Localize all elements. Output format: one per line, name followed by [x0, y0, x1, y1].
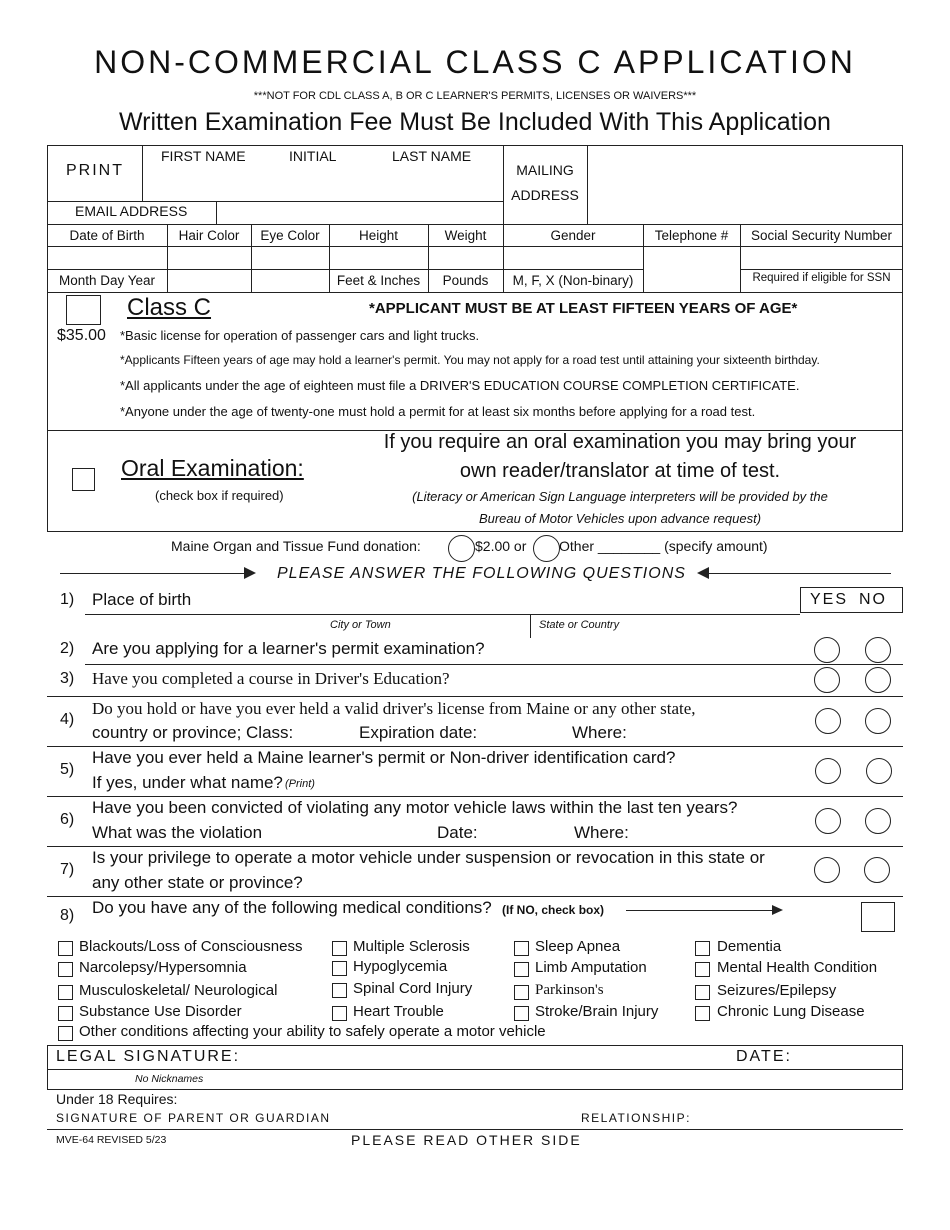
- q4-line2a: country or province; Class:: [92, 723, 294, 742]
- q6-line2c: Where:: [574, 823, 629, 842]
- class-c-checkbox[interactable]: [66, 295, 101, 325]
- col-height: Height: [358, 228, 399, 243]
- form-notice: ***NOT FOR CDL CLASS A, B OR C LEARNER'S PERMITS, LICENSES OR WAIVERS***: [253, 90, 697, 102]
- col-telephone: Telephone #: [654, 228, 729, 243]
- q1-city-hint: City or Town: [330, 619, 391, 631]
- q6-no-radio[interactable]: [865, 808, 891, 834]
- q8-no-checkbox[interactable]: [861, 902, 895, 932]
- form-id: MVE-64 REVISED 5/23: [56, 1134, 167, 1146]
- q7-line1: Is your privilege to operate a motor vehicle under suspension or revocation in this state or: [92, 848, 765, 867]
- q1-text: Place of birth: [92, 590, 192, 609]
- oral-exam-checkbox[interactable]: [72, 468, 95, 491]
- mailing-label-2: ADDRESS: [511, 187, 579, 203]
- condition-checkbox[interactable]: [514, 941, 529, 956]
- condition-label: Sleep Apnea: [535, 938, 621, 955]
- q4-number: 4): [60, 711, 75, 728]
- first-name-label: FIRST NAME: [161, 148, 246, 164]
- donation-opt1: $2.00 or: [475, 538, 527, 554]
- oral-info-2: own reader/translator at time of test.: [459, 460, 781, 482]
- oral-exam-sub: (check box if required): [155, 488, 284, 503]
- q4-line2b: Expiration date:: [359, 723, 478, 742]
- condition-label: Substance Use Disorder: [79, 1003, 242, 1020]
- condition-label-other: Other conditions affecting your ability to safely operate a motor vehicle: [79, 1023, 546, 1040]
- donation-2-radio[interactable]: [448, 535, 475, 562]
- print-label: PRINT: [66, 162, 124, 179]
- oral-info-4: Bureau of Motor Vehicles upon advance request): [478, 511, 762, 526]
- hint-height: Feet & Inches: [336, 273, 421, 288]
- q3-no-radio[interactable]: [865, 667, 891, 693]
- condition-checkbox-other[interactable]: [58, 1026, 73, 1041]
- q2-yes-radio[interactable]: [814, 637, 840, 663]
- legal-signature-label: LEGAL SIGNATURE:: [56, 1048, 241, 1065]
- read-other-side: PLEASE READ OTHER SIDE: [351, 1132, 582, 1148]
- condition-label: Limb Amputation: [535, 959, 647, 976]
- q2-no-radio[interactable]: [865, 637, 891, 663]
- q7-yes-radio[interactable]: [814, 857, 840, 883]
- condition-checkbox[interactable]: [332, 983, 347, 998]
- no-label: NO: [859, 591, 887, 608]
- condition-label: Seizures/Epilepsy: [717, 982, 837, 999]
- condition-checkbox[interactable]: [695, 962, 710, 977]
- q4-line1: Do you hold or have you ever held a valid driver's license from Maine or any other state,: [92, 699, 696, 718]
- q4-no-radio[interactable]: [865, 708, 891, 734]
- condition-checkbox[interactable]: [58, 1006, 73, 1021]
- condition-label: Multiple Sclerosis: [353, 938, 470, 955]
- q5-print-hint: (Print): [285, 778, 315, 790]
- q3-yes-radio[interactable]: [814, 667, 840, 693]
- class-c-note-4: *Anyone under the age of twenty-one must hold a permit for at least six months before applying for a road test.: [120, 404, 756, 419]
- relationship-label: RELATIONSHIP:: [581, 1111, 691, 1125]
- col-dob: Date of Birth: [69, 228, 145, 243]
- q5-no-radio[interactable]: [866, 758, 892, 784]
- condition-label: Dementia: [717, 938, 782, 955]
- col-hair: Hair Color: [178, 228, 240, 243]
- no-nicknames-hint: No Nicknames: [135, 1073, 204, 1085]
- condition-label: Chronic Lung Disease: [717, 1003, 865, 1020]
- q6-line2a: What was the violation: [92, 823, 263, 842]
- condition-label: Narcolepsy/Hypersomnia: [79, 959, 247, 976]
- q7-line2: any other state or province?: [92, 873, 303, 892]
- condition-label: Musculoskeletal/ Neurological: [79, 982, 278, 999]
- class-c-note-3: *All applicants under the age of eighteen must file a DRIVER'S EDUCATION COURSE COMPLETION CERTIFICATE.: [120, 378, 800, 393]
- yes-label: YES: [810, 591, 849, 608]
- hint-ssn: Required if eligible for SSN: [752, 272, 891, 284]
- mailing-label-1: MAILING: [516, 162, 574, 178]
- q2-number: 2): [60, 640, 75, 657]
- col-weight: Weight: [444, 228, 487, 243]
- donation-other-radio[interactable]: [533, 535, 560, 562]
- condition-checkbox[interactable]: [514, 1006, 529, 1021]
- condition-checkbox[interactable]: [695, 1006, 710, 1021]
- condition-label: Heart Trouble: [353, 1003, 444, 1020]
- condition-checkbox[interactable]: [332, 941, 347, 956]
- hint-weight: Pounds: [442, 273, 489, 288]
- col-gender: Gender: [550, 228, 596, 243]
- condition-label: Hypoglycemia: [353, 958, 448, 975]
- q4-yes-radio[interactable]: [815, 708, 841, 734]
- condition-label: Stroke/Brain Injury: [535, 1003, 659, 1020]
- condition-checkbox[interactable]: [332, 961, 347, 976]
- condition-label: Blackouts/Loss of Consciousness: [79, 938, 303, 955]
- q6-yes-radio[interactable]: [815, 808, 841, 834]
- col-ssn: Social Security Number: [750, 228, 893, 243]
- q5-yes-radio[interactable]: [815, 758, 841, 784]
- condition-checkbox[interactable]: [332, 1006, 347, 1021]
- q4-line2c: Where:: [572, 723, 627, 742]
- hint-gender: M, F, X (Non-binary): [512, 273, 634, 288]
- class-c-title: Class C: [127, 294, 212, 321]
- donation-opt2: Other ________ (specify amount): [559, 538, 768, 554]
- q1-number: 1): [60, 591, 75, 608]
- col-eye: Eye Color: [260, 228, 320, 243]
- q6-number: 6): [60, 811, 75, 828]
- q8-text: Do you have any of the following medical conditions?: [92, 898, 492, 917]
- class-c-price: $35.00: [57, 327, 106, 344]
- date-label: DATE:: [736, 1048, 792, 1065]
- condition-checkbox[interactable]: [58, 962, 73, 977]
- condition-checkbox[interactable]: [58, 985, 73, 1000]
- oral-exam-title: Oral Examination:: [121, 455, 304, 481]
- q5-line2: If yes, under what name?: [92, 773, 283, 792]
- last-name-label: LAST NAME: [392, 148, 472, 164]
- q2-text: Are you applying for a learner's permit examination?: [92, 639, 485, 658]
- fee-note: Written Examination Fee Must Be Included With This Application: [119, 108, 831, 136]
- initial-label: INITIAL: [289, 148, 337, 164]
- q8-number: 8): [60, 907, 75, 924]
- q7-number: 7): [60, 861, 75, 878]
- condition-label: Parkinson's: [535, 982, 604, 998]
- parent-signature-label: SIGNATURE OF PARENT OR GUARDIAN: [56, 1111, 331, 1125]
- condition-checkbox[interactable]: [514, 962, 529, 977]
- email-label: EMAIL ADDRESS: [75, 203, 188, 219]
- condition-label: Spinal Cord Injury: [353, 980, 473, 997]
- condition-checkbox[interactable]: [695, 985, 710, 1000]
- q8-hint: (If NO, check box): [502, 903, 605, 917]
- q7-no-radio[interactable]: [864, 857, 890, 883]
- oral-info-3: (Literacy or American Sign Language interpreters will be provided by the: [412, 489, 828, 504]
- donation-label: Maine Organ and Tissue Fund donation:: [171, 538, 421, 554]
- condition-checkbox[interactable]: [695, 941, 710, 956]
- condition-checkbox[interactable]: [514, 985, 529, 1000]
- hint-dob: Month Day Year: [58, 273, 156, 288]
- class-c-note-1: *Basic license for operation of passenger cars and light trucks.: [120, 328, 480, 343]
- q3-text: Have you completed a course in Driver's Education?: [92, 669, 450, 688]
- q3-number: 3): [60, 670, 75, 687]
- under18-label: Under 18 Requires:: [56, 1091, 178, 1107]
- condition-label: Mental Health Condition: [717, 959, 878, 976]
- q6-line1: Have you been convicted of violating any motor vehicle laws within the last ten years?: [92, 798, 738, 817]
- questions-header: PLEASE ANSWER THE FOLLOWING QUESTIONS: [277, 565, 686, 582]
- oral-info-1: If you require an oral examination you may bring your: [383, 431, 857, 453]
- q6-line2b: Date:: [437, 823, 478, 842]
- arrow-right-icon: [772, 905, 783, 915]
- q5-number: 5): [60, 761, 75, 778]
- form-title: NON-COMMERCIAL CLASS C APPLICATION: [94, 44, 856, 80]
- arrow-right-icon: [244, 567, 256, 579]
- class-c-note-2: *Applicants Fifteen years of age may hold a learner's permit. You may not apply for a road test until attaining your sixteenth birthday.: [120, 353, 820, 367]
- condition-checkbox[interactable]: [58, 941, 73, 956]
- q5-line1: Have you ever held a Maine learner's permit or Non-driver identification card?: [92, 748, 676, 767]
- age-requirement: *APPLICANT MUST BE AT LEAST FIFTEEN YEARS OF AGE*: [369, 300, 798, 317]
- q1-state-hint: State or Country: [539, 619, 620, 631]
